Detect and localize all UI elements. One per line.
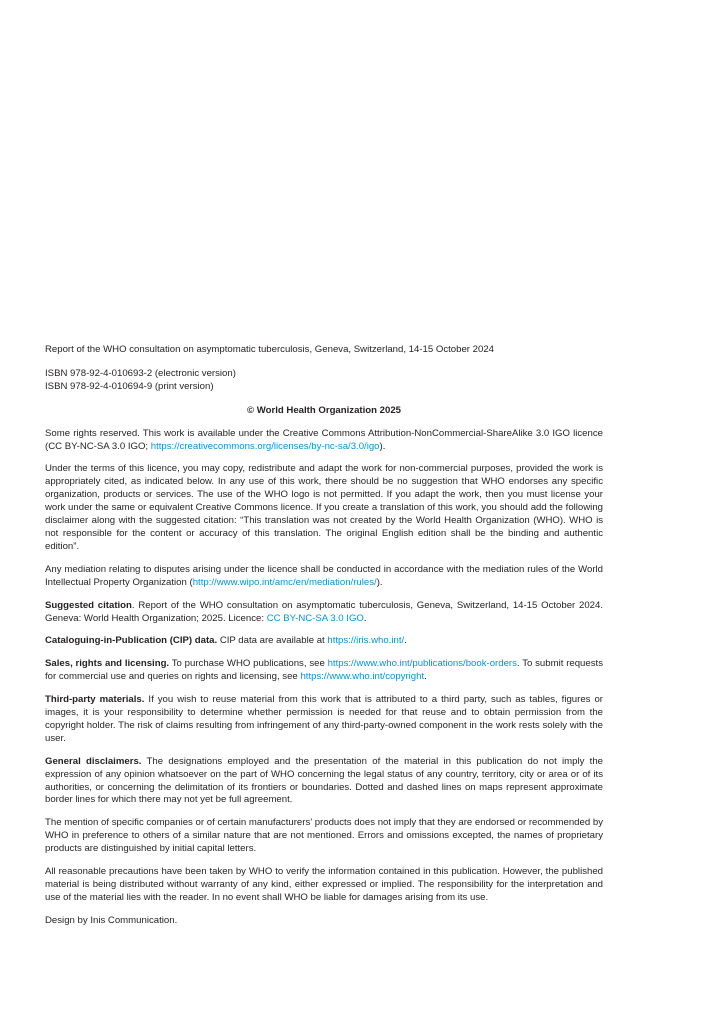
isbn-electronic: ISBN 978-92-4-010693-2 (electronic version) <box>45 367 236 379</box>
sales-label: Sales, rights and licensing. <box>45 658 170 670</box>
citation-text: . Report of the WHO consultation on asymptomatic tuberculosis, Geneva, Switzerland, 14-15 October 2024. Geneva: World Health Organization; 2025. Licence: <box>45 599 603 624</box>
companies-paragraph: The mention of specific companies or of certain manufacturers’ products does not imply that they are endorsed or recommended by WHO in preference to others of a similar nature that are not mentioned. Errors and omissions excepted, the names of proprietary products are distinguished by initial capital letters. <box>45 817 603 855</box>
licence-link[interactable]: CC BY-NC-SA 3.0 IGO <box>266 612 364 624</box>
general-disclaimers-paragraph <box>45 756 603 808</box>
cip-paragraph <box>45 635 603 648</box>
isbn-print: ISBN 978-92-4-010694-9 (print version) <box>45 380 214 392</box>
third-party-text: If you wish to reuse material from this work that is attributed to a third party, such as tables, figures or images, it is your responsibility to determine whether permission is needed for that reuse and to obtain permission from the copyright holder. The risk of claims resulting from infringement of any third-party-owned component in the work rests solely with the user. <box>45 694 603 744</box>
copyright-content <box>45 344 603 938</box>
third-party-paragraph <box>45 694 603 746</box>
copyright-notice: © World Health Organization 2025 <box>246 404 402 416</box>
precautions-paragraph: All reasonable precautions have been taken by WHO to verify the information contained in this publication. However, the published material is being distributed without warranty of any kind, either expressed or implied. The responsibility for the interpretation and use of the material lies with the reader. In no event shall WHO be liable for damages arising from its use. <box>45 866 603 903</box>
cip-label: Cataloguing-in-Publication (CIP) data. <box>45 635 218 647</box>
wipo-link[interactable]: http://www.wipo.int/amc/en/mediation/rules/ <box>192 576 377 588</box>
copyright-link[interactable]: https://www.who.int/copyright <box>300 671 425 683</box>
sales-text-2: . To submit requests for commercial use and queries on rights and licensing, see <box>45 658 603 683</box>
citation-label: Suggested citation <box>45 599 132 611</box>
general-text: The designations employed and the presentation of the material in this publication do not imply the expression of any opinion whatsoever on the part of WHO concerning the legal status of any country, territory, city or area or of its authorities, or concerning the delimitation of its frontiers or boundaries. Dotted and dashed lines on maps represent approximate border lines for which there may not yet be full agreement. <box>45 755 604 806</box>
rights-end: ). <box>379 440 386 452</box>
mediation-end: ). <box>376 576 383 588</box>
creativecommons-link[interactable]: https://creativecommons.org/licenses/by-nc-sa/3.0/igo <box>150 440 380 452</box>
isbn-block <box>45 368 603 394</box>
sales-text-1: To purchase WHO publications, see <box>169 658 328 670</box>
licence-terms-paragraph: Under the terms of this licence, you may copy, redistribute and adapt the work for non-commercial purposes, provided the work is appropriately cited, as indicated below. In any use of this work, there should be no suggestion that WHO endorses any specific organization, products or services. The use of the WHO logo is not permitted. If you adapt the work, then you must license your work under the same or equivalent Creative Commons licence. If you create a translation of this work, you should add the following disclaimer along with the suggested citation: “This translation was not created by the World Health Organization (WHO). WHO is not responsible for the content or accuracy of this translation. The original English edition shall be the binding and authentic edition”. <box>45 463 603 552</box>
third-party-label: Third-party materials. <box>45 694 145 706</box>
mediation-paragraph <box>45 564 603 590</box>
report-title: Report of the WHO consultation on asymptomatic tuberculosis, Geneva, Switzerland, 14-15 October 2024 <box>45 344 494 355</box>
citation-end: . <box>363 612 367 624</box>
design-credit: Design by Inis Communication. <box>45 914 178 926</box>
citation-paragraph <box>45 600 603 626</box>
book-orders-link[interactable]: https://www.who.int/publications/book-orders <box>327 658 517 670</box>
general-label: General disclaimers. <box>45 755 142 767</box>
cip-end: . <box>404 635 407 647</box>
iris-link[interactable]: https://iris.who.int/ <box>327 635 405 647</box>
sales-end: . <box>424 671 427 683</box>
rights-text: Some rights reserved. This work is available under the Creative Commons Attribution-NonCommercial-ShareAlike 3.0 IGO licence (CC BY-NC-SA 3.0 IGO; <box>45 427 603 452</box>
rights-paragraph <box>45 428 603 454</box>
cip-text: CIP data are available at <box>217 635 328 647</box>
mediation-text: Any mediation relating to disputes arising under the licence shall be conducted in accordance with the mediation rules of the World Intellectual Property Organization ( <box>45 563 603 588</box>
sales-paragraph <box>45 658 603 684</box>
